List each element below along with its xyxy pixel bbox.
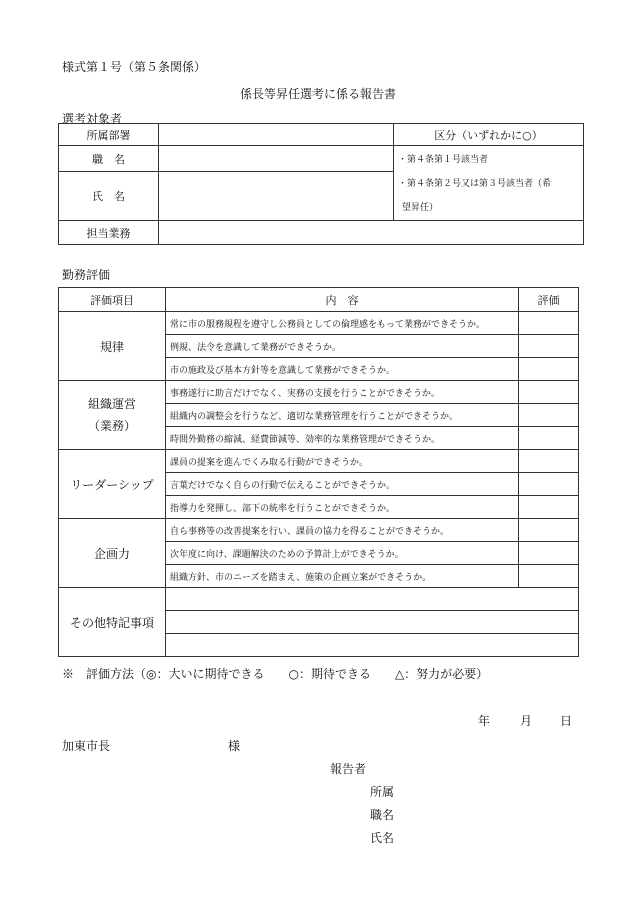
- label-duties: 担当業務: [59, 221, 159, 245]
- rating-cell[interactable]: [519, 542, 579, 565]
- rating-cell[interactable]: [519, 496, 579, 519]
- form-number: 様式第１号（第５条関係）: [62, 60, 207, 74]
- group-organization-line1: 組織運営: [87, 397, 136, 411]
- duties-field[interactable]: [159, 221, 584, 245]
- candidate-table: [58, 123, 584, 245]
- rating-cell[interactable]: [519, 358, 579, 381]
- rating-cell[interactable]: [519, 473, 579, 496]
- criterion: 自ら事務等の改善提案を行い、課員の協力を得ることができそうか。: [166, 519, 519, 542]
- label-position: 職 名: [59, 146, 159, 172]
- criterion: 組織方針、市のニーズを踏まえ、施策の企画立案ができそうか。: [166, 565, 519, 588]
- remarks-line[interactable]: [166, 588, 579, 611]
- criterion: 市の施政及び基本方針等を意識して業務ができそうか。: [166, 358, 519, 381]
- criterion: 指導力を発揮し、部下の統率を行うことができそうか。: [166, 496, 519, 519]
- section1-label: 選考対象者: [62, 112, 123, 126]
- criterion: 常に市の服務規程を遵守し公務員としての倫理感をもって業務ができそうか。: [166, 312, 519, 335]
- option-2-cont: 望昇任）: [402, 203, 439, 213]
- label-name: 氏 名: [59, 172, 159, 221]
- department-field[interactable]: [159, 124, 394, 146]
- section2-label: 勤務評価: [62, 268, 111, 282]
- criterion: 次年度に向け、課題解決のための予算計上ができそうか。: [166, 542, 519, 565]
- rating-cell[interactable]: [519, 381, 579, 404]
- position-field[interactable]: [159, 146, 394, 172]
- rating-cell[interactable]: [519, 312, 579, 335]
- other-remarks-label: その他特記事項: [59, 588, 166, 657]
- group-discipline: 規律: [59, 312, 166, 381]
- rating-cell[interactable]: [519, 404, 579, 427]
- name-field[interactable]: [159, 172, 394, 221]
- criterion: 事務遂行に助言だけでなく、実務の支援を行うことができそうか。: [166, 381, 519, 404]
- criterion: 課員の提案を進んでくみ取る行動ができそうか。: [166, 450, 519, 473]
- addressee-honorific: 様: [228, 739, 241, 753]
- date-year: 年: [478, 714, 491, 728]
- rating-cell[interactable]: [519, 565, 579, 588]
- category-options[interactable]: [394, 146, 584, 221]
- rating-cell[interactable]: [519, 450, 579, 473]
- affiliation-label: 所属: [370, 785, 395, 799]
- header-item: 評価項目: [59, 288, 166, 312]
- position-label: 職名: [370, 808, 395, 822]
- criterion: 例規、法令を意識して業務ができそうか。: [166, 335, 519, 358]
- criterion: 組織内の調整会を行うなど、適切な業務管理を行うことができそうか。: [166, 404, 519, 427]
- remarks-line[interactable]: [166, 611, 579, 634]
- header-rating: 評価: [519, 288, 579, 312]
- rating-cell[interactable]: [519, 335, 579, 358]
- name-label: 氏名: [370, 831, 395, 845]
- page-title: 係長等昇任選考に係る報告書: [240, 87, 397, 101]
- reporter-label: 報告者: [330, 762, 367, 776]
- option-1[interactable]: ・第４条第１号該当者: [398, 155, 489, 165]
- group-organization-line2: （業務）: [87, 419, 136, 433]
- criterion: 言葉だけでなく自らの行動で伝えることができそうか。: [166, 473, 519, 496]
- date-day: 日: [560, 714, 573, 728]
- rating-cell[interactable]: [519, 519, 579, 542]
- addressee: 加東市長: [62, 739, 111, 753]
- label-department: 所属部署: [59, 124, 159, 146]
- group-leadership: リーダーシップ: [59, 450, 166, 519]
- category-header: 区分（いずれかに○）: [394, 124, 584, 146]
- evaluation-table: [58, 287, 579, 657]
- evaluation-legend: ※ 評価方法（◎：大いに期待できる ○：期待できる △：努力が必要）: [62, 667, 489, 681]
- option-2[interactable]: ・第４条第２号又は第３号該当者（希: [398, 179, 552, 189]
- group-organization: [59, 381, 166, 450]
- remarks-line[interactable]: [166, 634, 579, 657]
- rating-cell[interactable]: [519, 427, 579, 450]
- date-month: 月: [520, 714, 533, 728]
- header-content: 内 容: [166, 288, 519, 312]
- group-planning: 企画力: [59, 519, 166, 588]
- criterion: 時間外勤務の縮減、経費節減等、効率的な業務管理ができそうか。: [166, 427, 519, 450]
